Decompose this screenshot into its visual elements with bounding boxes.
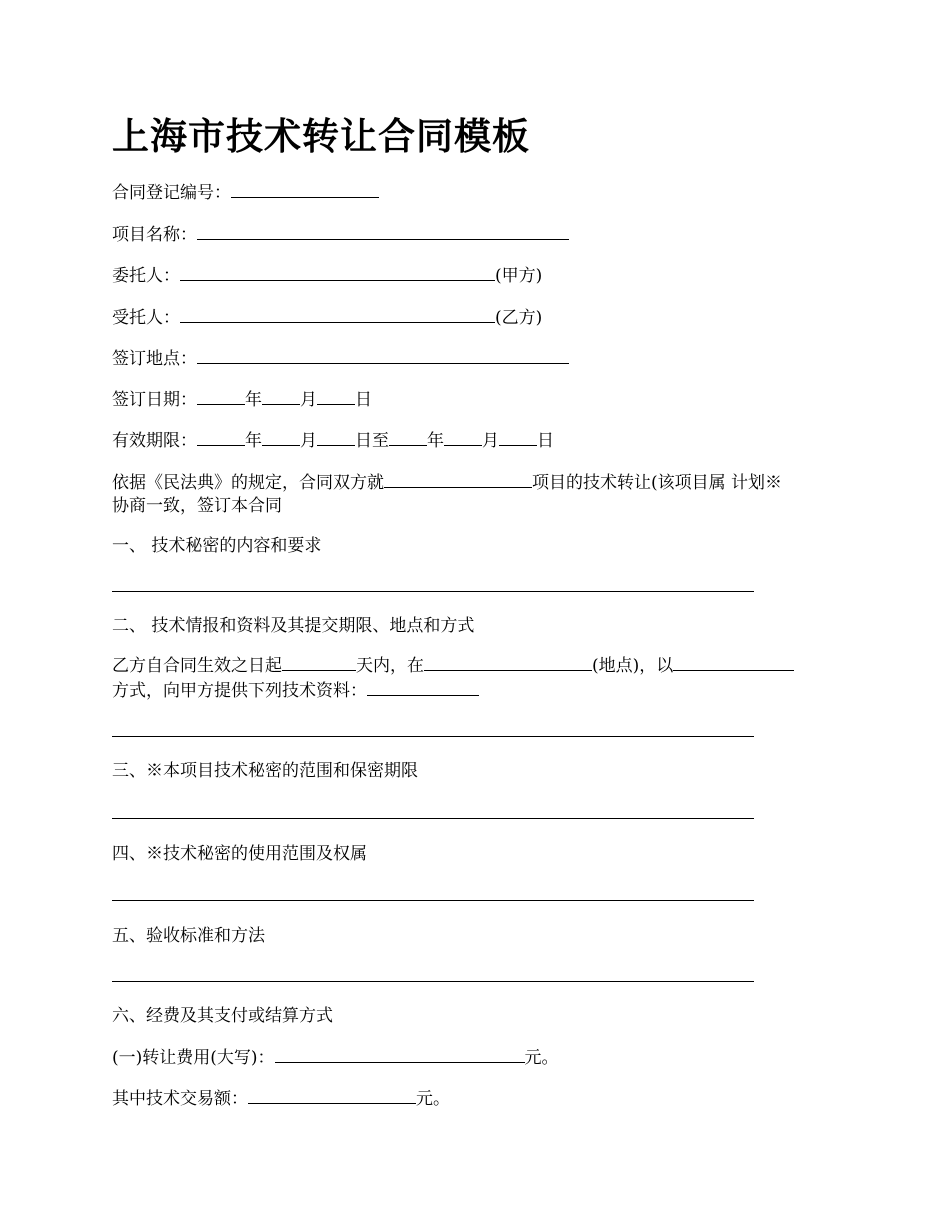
section-5-fill-line[interactable] [112, 981, 754, 982]
delivery-days-blank[interactable] [282, 655, 356, 671]
tech-amount-line [112, 1088, 450, 1109]
document-title: 上海市技术转让合同模板 [112, 115, 530, 158]
section-3-fill-line[interactable] [112, 818, 754, 819]
end-day-blank[interactable] [499, 430, 537, 446]
tech-amount-blank[interactable] [248, 1088, 416, 1104]
delivery-text-d: 方式，向甲方提供下列技术资料： [112, 681, 367, 701]
delivery-place-blank[interactable] [424, 655, 592, 671]
place-label: 签订地点： [112, 349, 197, 369]
section-6-heading: 六、经费及其支付或结算方式 [112, 1006, 333, 1026]
month-unit: 月 [482, 431, 499, 451]
section-1-fill-line[interactable] [112, 591, 754, 592]
month-unit: 月 [300, 390, 317, 410]
date-line [112, 389, 372, 410]
reg-no-label: 合同登记编号： [112, 183, 231, 203]
preamble-line-1 [112, 472, 782, 493]
delivery-text-c: (地点)，以 [592, 656, 674, 676]
trustee-line [112, 307, 542, 328]
section-5-heading: 五、验收标准和方法 [112, 926, 265, 946]
year-unit: 年 [427, 431, 444, 451]
transfer-fee-unit: 元。 [524, 1048, 559, 1068]
start-day-blank[interactable] [317, 430, 355, 446]
date-year-blank[interactable] [197, 389, 245, 405]
place-line [112, 348, 569, 369]
transfer-fee-label: (一)转让费用(大写)： [112, 1048, 275, 1068]
year-unit: 年 [245, 390, 262, 410]
reg-no-blank[interactable] [231, 182, 379, 198]
client-blank[interactable] [180, 265, 495, 281]
delivery-text-b: 天内，在 [356, 656, 424, 676]
section-2-heading: 二、 技术情报和资料及其提交期限、地点和方式 [112, 616, 475, 636]
preamble-part-2: 项目的技术转让(该项目属 计划※ [532, 473, 783, 493]
validity-line [112, 430, 554, 451]
delivery-method-blank[interactable] [673, 655, 794, 671]
project-name-blank[interactable] [197, 224, 569, 240]
end-year-blank[interactable] [389, 430, 427, 446]
section-2-fill-line[interactable] [112, 736, 754, 737]
section-4-heading: 四、※技术秘密的使用范围及权属 [112, 844, 367, 864]
day-unit: 日 [355, 390, 372, 410]
transfer-fee-blank[interactable] [275, 1047, 525, 1063]
delivery-text-a: 乙方自合同生效之日起 [112, 656, 282, 676]
start-month-blank[interactable] [262, 430, 300, 446]
place-blank[interactable] [197, 348, 569, 364]
section-3-heading: 三、※本项目技术秘密的范围和保密期限 [112, 761, 418, 781]
to-unit: 日至 [355, 431, 389, 451]
month-unit: 月 [300, 431, 317, 451]
client-line [112, 265, 542, 286]
date-month-blank[interactable] [262, 389, 300, 405]
section-1-heading: 一、 技术秘密的内容和要求 [112, 536, 322, 556]
day-unit: 日 [537, 431, 554, 451]
project-name-label: 项目名称： [112, 225, 197, 245]
reg-no-line [112, 182, 379, 203]
delivery-line-2 [112, 680, 479, 701]
project-name-line [112, 224, 569, 245]
preamble-project-blank[interactable] [384, 472, 532, 488]
party-b-label: (乙方) [495, 308, 543, 328]
client-label: 委托人： [112, 266, 180, 286]
tech-amount-label: 其中技术交易额： [112, 1089, 248, 1109]
date-day-blank[interactable] [317, 389, 355, 405]
year-unit: 年 [245, 431, 262, 451]
section-4-fill-line[interactable] [112, 900, 754, 901]
tech-amount-unit: 元。 [416, 1089, 450, 1109]
party-a-label: (甲方) [495, 266, 543, 286]
trustee-label: 受托人： [112, 308, 180, 328]
transfer-fee-line [112, 1047, 559, 1068]
end-month-blank[interactable] [444, 430, 482, 446]
preamble-line-2: 协商一致，签订本合同 [112, 496, 282, 516]
preamble-part-1: 依据《民法典》的规定，合同双方就 [112, 473, 384, 493]
delivery-line-1 [112, 655, 794, 676]
delivery-materials-blank[interactable] [367, 680, 479, 696]
start-year-blank[interactable] [197, 430, 245, 446]
date-label: 签订日期： [112, 390, 197, 410]
validity-label: 有效期限： [112, 431, 197, 451]
trustee-blank[interactable] [180, 307, 495, 323]
